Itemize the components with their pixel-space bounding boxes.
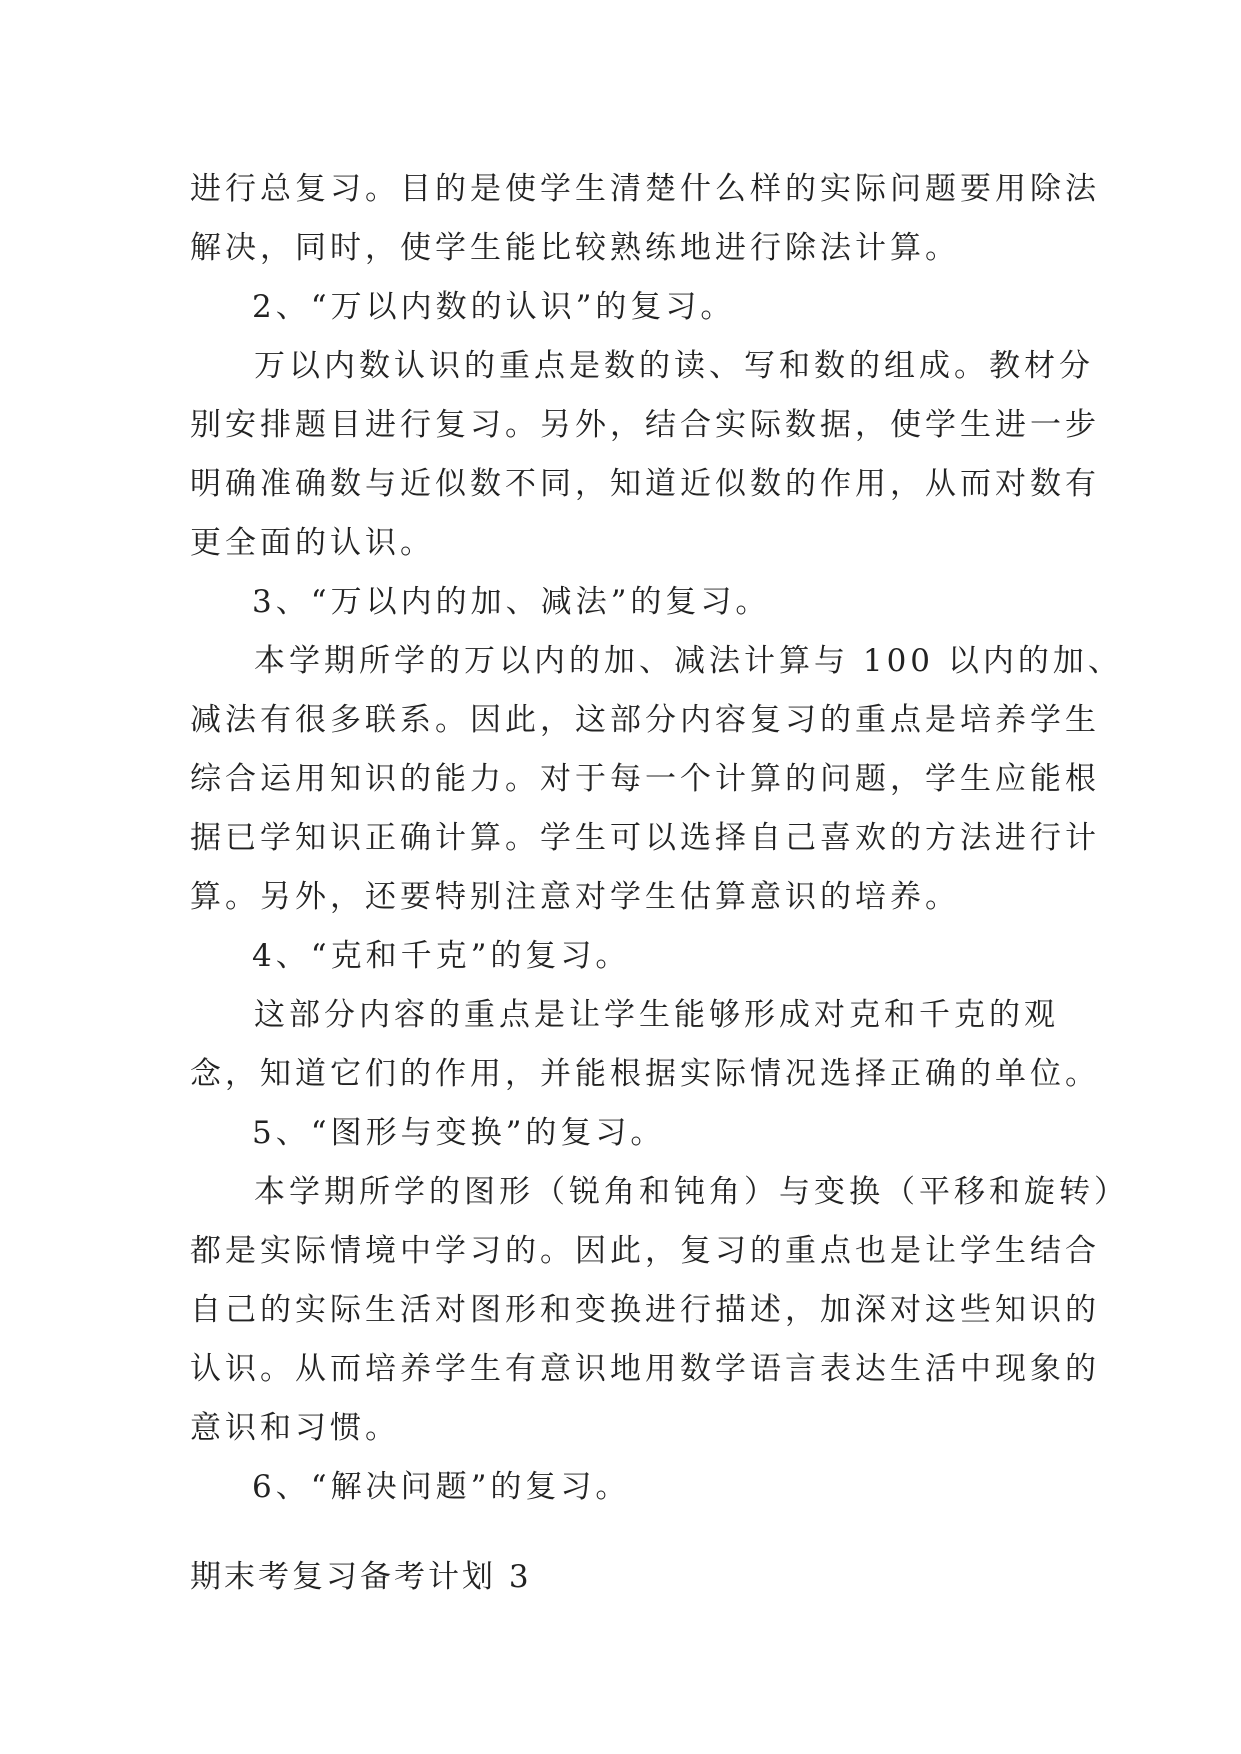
paragraph-line: 本学期所学的图形（锐角和钝角）与变换（平移和旋转） xyxy=(254,1174,1129,1210)
paragraph-line: 减法有很多联系。因此，这部分内容复习的重点是培养学生 xyxy=(190,702,1100,738)
section-heading-2: 2、“万以内数的认识”的复习。 xyxy=(252,289,736,325)
paragraph-line: 自己的实际生活对图形和变换进行描述，加深对这些知识的 xyxy=(190,1292,1100,1328)
paragraph-line: 认识。从而培养学生有意识地用数学语言表达生活中现象的 xyxy=(190,1351,1100,1387)
paragraph-line: 意识和习惯。 xyxy=(190,1410,400,1446)
paragraph-line: 解决，同时，使学生能比较熟练地进行除法计算。 xyxy=(190,230,960,266)
document-body xyxy=(190,160,1129,1638)
paragraph-line: 都是实际情境中学习的。因此，复习的重点也是让学生结合 xyxy=(190,1233,1100,1269)
paragraph-line: 算。另外，还要特别注意对学生估算意识的培养。 xyxy=(190,879,960,915)
section-heading-3: 3、“万以内的加、减法”的复习。 xyxy=(252,584,771,620)
paragraph-line: 明确准确数与近似数不同，知道近似数的作用，从而对数有 xyxy=(190,466,1100,502)
paragraph-line: 本学期所学的万以内的加、减法计算与 100 以内的加、 xyxy=(254,643,1123,679)
paragraph-line: 综合运用知识的能力。对于每一个计算的问题，学生应能根 xyxy=(190,761,1100,797)
section-heading-5: 5、“图形与变换”的复习。 xyxy=(252,1115,666,1151)
paragraph-line: 这部分内容的重点是让学生能够形成对克和千克的观 xyxy=(254,997,1059,1033)
paragraph-line: 据已学知识正确计算。学生可以选择自己喜欢的方法进行计 xyxy=(190,820,1100,856)
section-heading-4: 4、“克和千克”的复习。 xyxy=(252,938,631,974)
section-title: 期末考复习备考计划 3 xyxy=(190,1559,532,1595)
paragraph-line: 别安排题目进行复习。另外，结合实际数据，使学生进一步 xyxy=(190,407,1100,443)
paragraph-line: 万以内数认识的重点是数的读、写和数的组成。教材分 xyxy=(254,348,1094,384)
section-heading-6: 6、“解决问题”的复习。 xyxy=(252,1469,631,1505)
paragraph-line: 念，知道它们的作用，并能根据实际情况选择正确的单位。 xyxy=(190,1056,1100,1092)
paragraph-line: 更全面的认识。 xyxy=(190,525,435,561)
paragraph-line: 进行总复习。目的是使学生清楚什么样的实际问题要用除法 xyxy=(190,171,1100,207)
